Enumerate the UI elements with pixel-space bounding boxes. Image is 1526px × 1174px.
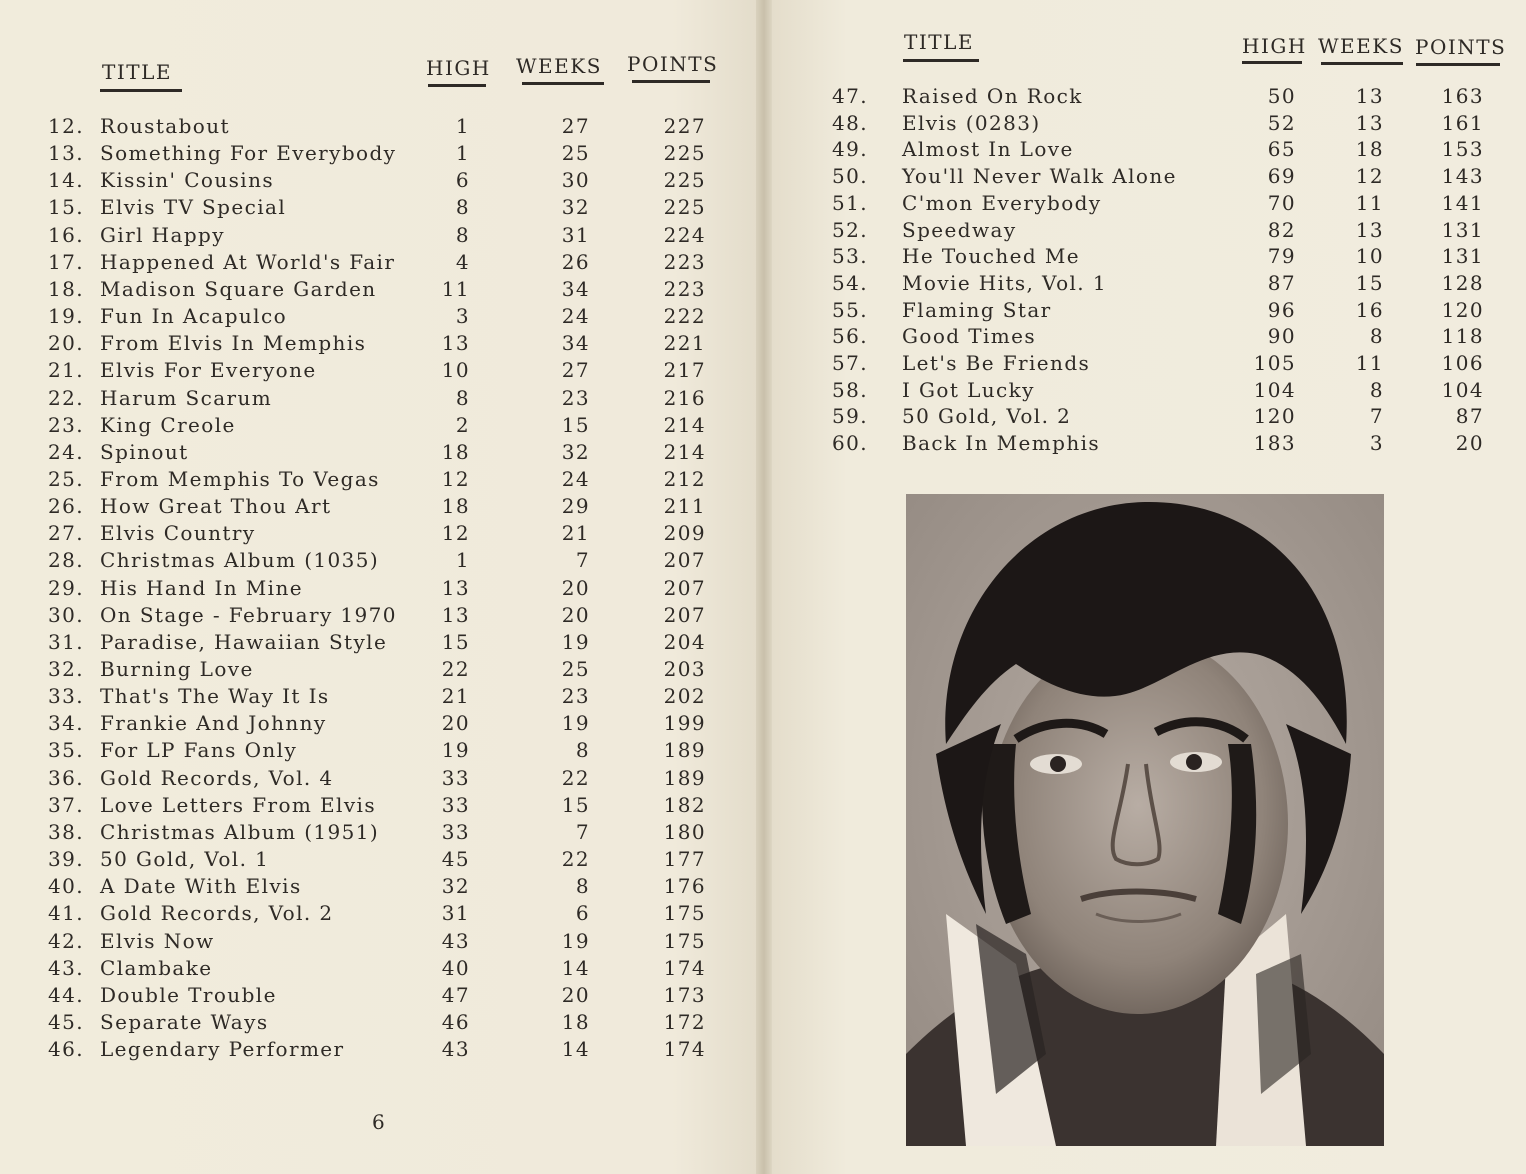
points-total: 221	[663, 331, 706, 356]
rank-number: 48.	[832, 110, 869, 135]
points-total: 131	[1441, 217, 1484, 242]
right-header-title: TITLE	[904, 30, 974, 54]
high-position: 22	[441, 657, 470, 681]
right-chart-row	[0, 324, 1526, 351]
album-title: Girl Happy	[100, 222, 225, 247]
high-position: 18	[441, 494, 470, 519]
points-total: 141	[1441, 190, 1484, 215]
high-position: 32	[441, 874, 470, 899]
left-header-weeks: WEEKS	[516, 54, 602, 78]
weeks-on-chart: 22	[561, 847, 590, 872]
weeks-on-chart: 14	[561, 955, 590, 980]
right-chart-row	[0, 111, 1526, 138]
points-total: 174	[663, 1037, 706, 1062]
weeks-on-chart: 16	[1355, 297, 1384, 322]
high-position: 87	[1267, 270, 1296, 295]
points-total: 176	[663, 874, 706, 899]
high-position: 10	[441, 358, 470, 383]
weeks-on-chart: 18	[1355, 137, 1384, 162]
points-total: 225	[663, 195, 706, 220]
rank-number: 39.	[48, 847, 85, 872]
weeks-on-chart: 15	[1355, 270, 1384, 295]
album-title: 50 Gold, Vol. 1	[100, 847, 270, 872]
rank-number: 13.	[48, 141, 85, 166]
weeks-on-chart: 31	[561, 222, 590, 247]
rank-number: 38.	[48, 819, 85, 844]
high-position: 1	[455, 548, 470, 573]
high-position: 104	[1253, 377, 1296, 402]
album-title: Love Letters From Elvis	[100, 792, 376, 817]
album-title: Legendary Performer	[100, 1037, 345, 1062]
rank-number: 32.	[48, 657, 85, 681]
high-position: 52	[1267, 110, 1296, 135]
high-position: 11	[441, 276, 470, 301]
points-total: 202	[663, 684, 706, 709]
points-total: 223	[663, 276, 706, 301]
rank-number: 54.	[832, 270, 869, 295]
points-total: 222	[663, 304, 706, 329]
points-total: 180	[663, 819, 706, 844]
album-title: C'mon Everybody	[902, 190, 1102, 215]
weeks-on-chart: 3	[1369, 431, 1384, 456]
right-chart-row	[0, 84, 1526, 111]
rank-number: 18.	[48, 276, 85, 301]
rank-number: 20.	[48, 331, 85, 356]
rank-number: 27.	[48, 521, 85, 546]
high-position: 13	[441, 331, 470, 356]
left-header-points: POINTS	[627, 52, 719, 76]
rank-number: 12.	[48, 114, 85, 138]
high-position: 15	[441, 629, 470, 654]
album-title: Gold Records, Vol. 2	[100, 901, 334, 926]
points-total: 227	[663, 114, 706, 138]
album-title: Harum Scarum	[100, 385, 273, 410]
album-title: Elvis (0283)	[902, 110, 1041, 135]
weeks-on-chart: 14	[561, 1037, 590, 1062]
weeks-on-chart: 18	[561, 1009, 590, 1034]
rank-number: 49.	[832, 137, 869, 162]
weeks-on-chart: 29	[561, 494, 590, 519]
album-title: Kissin' Cousins	[100, 168, 275, 193]
album-title: Good Times	[902, 324, 1037, 349]
album-title: For LP Fans Only	[100, 738, 298, 763]
right-chart-row	[0, 351, 1526, 378]
rank-number: 41.	[48, 901, 85, 926]
high-position: 120	[1253, 404, 1296, 429]
high-position: 1	[455, 141, 470, 166]
points-total: 217	[663, 358, 706, 383]
album-title: Speedway	[902, 217, 1017, 242]
rank-number: 35.	[48, 738, 85, 763]
rank-number: 22.	[48, 385, 85, 410]
weeks-on-chart: 27	[561, 358, 590, 383]
high-position: 8	[455, 195, 470, 220]
rank-number: 44.	[48, 982, 85, 1007]
rank-number: 26.	[48, 494, 85, 519]
weeks-on-chart: 15	[561, 412, 590, 437]
rank-number: 17.	[48, 249, 85, 274]
album-title: Spinout	[100, 439, 189, 464]
rank-number: 25.	[48, 466, 85, 491]
album-title: Something For Everybody	[100, 141, 397, 166]
album-title: From Elvis In Memphis	[100, 331, 367, 356]
points-total: 182	[663, 792, 706, 817]
points-total: 212	[663, 466, 706, 491]
rank-number: 42.	[48, 928, 85, 953]
weeks-on-chart: 20	[561, 602, 590, 627]
album-title: Frankie And Johnny	[100, 711, 327, 736]
rank-number: 57.	[832, 351, 869, 375]
points-total: 161	[1441, 110, 1484, 135]
right-chart-row	[0, 378, 1526, 405]
page-number: 6	[372, 1110, 385, 1134]
points-total: 174	[663, 955, 706, 980]
high-position: 4	[455, 249, 470, 274]
weeks-on-chart: 13	[1355, 217, 1384, 242]
rank-number: 55.	[832, 297, 869, 322]
weeks-on-chart: 7	[575, 548, 590, 573]
rank-number: 30.	[48, 602, 85, 627]
weeks-on-chart: 11	[1355, 190, 1384, 215]
album-title: 50 Gold, Vol. 2	[902, 404, 1072, 429]
right-header-points: POINTS	[1415, 35, 1507, 59]
weeks-on-chart: 23	[561, 684, 590, 709]
right-chart-row	[0, 191, 1526, 218]
album-title: Almost In Love	[902, 137, 1074, 162]
weeks-on-chart: 8	[575, 738, 590, 763]
album-title: Happened At World's Fair	[100, 249, 396, 274]
high-position: 8	[455, 222, 470, 247]
album-title: Christmas Album (1951)	[100, 819, 380, 844]
rank-number: 46.	[48, 1037, 85, 1062]
right-header-title-rule	[903, 59, 979, 62]
weeks-on-chart: 7	[575, 819, 590, 844]
points-total: 225	[663, 168, 706, 193]
points-total: 189	[663, 765, 706, 790]
high-position: 33	[441, 792, 470, 817]
high-position: 12	[441, 521, 470, 546]
album-title: Paradise, Hawaiian Style	[100, 629, 388, 654]
points-total: 87	[1455, 404, 1484, 429]
right-chart-row	[0, 298, 1526, 325]
points-total: 163	[1441, 84, 1484, 108]
points-total: 175	[663, 928, 706, 953]
points-total: 172	[663, 1009, 706, 1034]
album-title: Back In Memphis	[902, 431, 1101, 456]
weeks-on-chart: 24	[561, 304, 590, 329]
weeks-on-chart: 19	[561, 711, 590, 736]
rank-number: 59.	[832, 404, 869, 429]
high-position: 183	[1253, 431, 1296, 456]
rank-number: 50.	[832, 164, 869, 189]
rank-number: 21.	[48, 358, 85, 383]
high-position: 47	[441, 982, 470, 1007]
weeks-on-chart: 8	[1369, 377, 1384, 402]
high-position: 20	[441, 711, 470, 736]
points-total: 207	[663, 602, 706, 627]
weeks-on-chart: 23	[561, 385, 590, 410]
rank-number: 14.	[48, 168, 85, 193]
album-title: That's The Way It Is	[100, 684, 330, 709]
right-header-high-rule	[1242, 61, 1302, 64]
rank-number: 43.	[48, 955, 85, 980]
album-title: Separate Ways	[100, 1009, 269, 1034]
right-header-high: HIGH	[1242, 34, 1307, 58]
points-total: 189	[663, 738, 706, 763]
high-position: 40	[441, 955, 470, 980]
high-position: 82	[1267, 217, 1296, 242]
high-position: 70	[1267, 190, 1296, 215]
points-total: 224	[663, 222, 706, 247]
rank-number: 33.	[48, 684, 85, 709]
high-position: 65	[1267, 137, 1296, 162]
high-position: 50	[1267, 84, 1296, 108]
left-header-title: TITLE	[102, 60, 172, 84]
album-title: Elvis Country	[100, 521, 256, 546]
rank-number: 37.	[48, 792, 85, 817]
high-position: 45	[441, 847, 470, 872]
high-position: 79	[1267, 244, 1296, 269]
album-title: Gold Records, Vol. 4	[100, 765, 334, 790]
high-position: 46	[441, 1009, 470, 1034]
right-chart-row	[0, 271, 1526, 298]
rank-number: 58.	[832, 377, 869, 402]
points-total: 203	[663, 657, 706, 681]
left-header-points-rule	[632, 80, 710, 83]
album-title: He Touched Me	[902, 244, 1080, 269]
left-header-high: HIGH	[426, 56, 491, 80]
points-total: 211	[663, 494, 706, 519]
album-title: On Stage - February 1970	[100, 602, 397, 627]
points-total: 104	[1441, 377, 1484, 402]
high-position: 90	[1267, 324, 1296, 349]
album-title: Flaming Star	[902, 297, 1052, 322]
weeks-on-chart: 34	[561, 331, 590, 356]
high-position: 6	[455, 168, 470, 193]
points-total: 207	[663, 548, 706, 573]
album-title: Let's Be Friends	[902, 351, 1091, 375]
album-title: King Creole	[100, 412, 236, 437]
right-header-points-rule	[1416, 63, 1500, 66]
high-position: 96	[1267, 297, 1296, 322]
points-total: 177	[663, 847, 706, 872]
album-title: Christmas Album (1035)	[100, 548, 380, 573]
album-title: Burning Love	[100, 657, 254, 681]
points-total: 173	[663, 982, 706, 1007]
rank-number: 47.	[832, 84, 869, 108]
weeks-on-chart: 19	[561, 629, 590, 654]
weeks-on-chart: 25	[561, 141, 590, 166]
points-total: 131	[1441, 244, 1484, 269]
right-header-weeks-rule	[1321, 62, 1403, 65]
album-title: I Got Lucky	[902, 377, 1035, 402]
points-total: 20	[1455, 431, 1484, 456]
high-position: 19	[441, 738, 470, 763]
right-chart-row	[0, 164, 1526, 191]
album-title: Movie Hits, Vol. 1	[902, 270, 1107, 295]
points-total: 216	[663, 385, 706, 410]
album-title: His Hand In Mine	[100, 575, 303, 600]
weeks-on-chart: 6	[575, 901, 590, 926]
weeks-on-chart: 10	[1355, 244, 1384, 269]
weeks-on-chart: 32	[561, 195, 590, 220]
album-title: Elvis TV Special	[100, 195, 287, 220]
rank-number: 56.	[832, 324, 869, 349]
weeks-on-chart: 12	[1355, 164, 1384, 189]
high-position: 3	[455, 304, 470, 329]
points-total: 214	[663, 439, 706, 464]
rank-number: 60.	[832, 431, 869, 456]
points-total: 223	[663, 249, 706, 274]
rank-number: 51.	[832, 190, 869, 215]
points-total: 207	[663, 575, 706, 600]
high-position: 33	[441, 765, 470, 790]
weeks-on-chart: 13	[1355, 110, 1384, 135]
points-total: 199	[663, 711, 706, 736]
album-title: Clambake	[100, 955, 213, 980]
rank-number: 24.	[48, 439, 85, 464]
weeks-on-chart: 8	[575, 874, 590, 899]
weeks-on-chart: 20	[561, 982, 590, 1007]
weeks-on-chart: 19	[561, 928, 590, 953]
weeks-on-chart: 21	[561, 521, 590, 546]
rank-number: 15.	[48, 195, 85, 220]
left-chart-row	[0, 467, 1526, 494]
points-total: 120	[1441, 297, 1484, 322]
album-title: How Great Thou Art	[100, 494, 332, 519]
album-title: Roustabout	[100, 114, 230, 138]
right-chart-row	[0, 404, 1526, 431]
rank-number: 31.	[48, 629, 85, 654]
album-title: You'll Never Walk Alone	[902, 164, 1177, 189]
rank-number: 28.	[48, 548, 85, 573]
rank-number: 16.	[48, 222, 85, 247]
high-position: 18	[441, 439, 470, 464]
weeks-on-chart: 25	[561, 657, 590, 681]
rank-number: 53.	[832, 244, 869, 269]
weeks-on-chart: 34	[561, 276, 590, 301]
weeks-on-chart: 22	[561, 765, 590, 790]
high-position: 105	[1253, 351, 1296, 375]
points-total: 175	[663, 901, 706, 926]
rank-number: 29.	[48, 575, 85, 600]
points-total: 106	[1441, 351, 1484, 375]
rank-number: 36.	[48, 765, 85, 790]
points-total: 225	[663, 141, 706, 166]
rank-number: 45.	[48, 1009, 85, 1034]
points-total: 153	[1441, 137, 1484, 162]
points-total: 214	[663, 412, 706, 437]
weeks-on-chart: 20	[561, 575, 590, 600]
points-total: 128	[1441, 270, 1484, 295]
album-title: From Memphis To Vegas	[100, 466, 380, 491]
rank-number: 52.	[832, 217, 869, 242]
right-chart-row	[0, 218, 1526, 245]
album-title: Elvis Now	[100, 928, 215, 953]
weeks-on-chart: 24	[561, 466, 590, 491]
high-position: 21	[441, 684, 470, 709]
right-chart-row	[0, 244, 1526, 271]
weeks-on-chart: 15	[561, 792, 590, 817]
album-title: Madison Square Garden	[100, 276, 377, 301]
high-position: 13	[441, 602, 470, 627]
high-position: 8	[455, 385, 470, 410]
right-header-weeks: WEEKS	[1318, 34, 1404, 58]
album-title: Double Trouble	[100, 982, 277, 1007]
weeks-on-chart: 26	[561, 249, 590, 274]
high-position: 43	[441, 1037, 470, 1062]
rank-number: 23.	[48, 412, 85, 437]
points-total: 209	[663, 521, 706, 546]
rank-number: 40.	[48, 874, 85, 899]
high-position: 31	[441, 901, 470, 926]
rank-number: 19.	[48, 304, 85, 329]
high-position: 13	[441, 575, 470, 600]
weeks-on-chart: 30	[561, 168, 590, 193]
album-title: Elvis For Everyone	[100, 358, 317, 383]
high-position: 2	[455, 412, 470, 437]
points-total: 143	[1441, 164, 1484, 189]
album-title: A Date With Elvis	[100, 874, 302, 899]
weeks-on-chart: 11	[1355, 351, 1384, 375]
rank-number: 34.	[48, 711, 85, 736]
high-position: 1	[455, 114, 470, 138]
weeks-on-chart: 13	[1355, 84, 1384, 108]
album-title: Raised On Rock	[902, 84, 1083, 108]
high-position: 43	[441, 928, 470, 953]
weeks-on-chart: 27	[561, 114, 590, 138]
high-position: 12	[441, 466, 470, 491]
portrait-illustration	[906, 494, 1384, 1146]
points-total: 204	[663, 629, 706, 654]
weeks-on-chart: 7	[1369, 404, 1384, 429]
weeks-on-chart: 32	[561, 439, 590, 464]
portrait-photo	[906, 494, 1384, 1146]
high-position: 33	[441, 819, 470, 844]
points-total: 118	[1441, 324, 1484, 349]
high-position: 69	[1267, 164, 1296, 189]
weeks-on-chart: 8	[1369, 324, 1384, 349]
right-chart-row	[0, 137, 1526, 164]
album-title: Fun In Acapulco	[100, 304, 288, 329]
right-chart-row	[0, 431, 1526, 458]
